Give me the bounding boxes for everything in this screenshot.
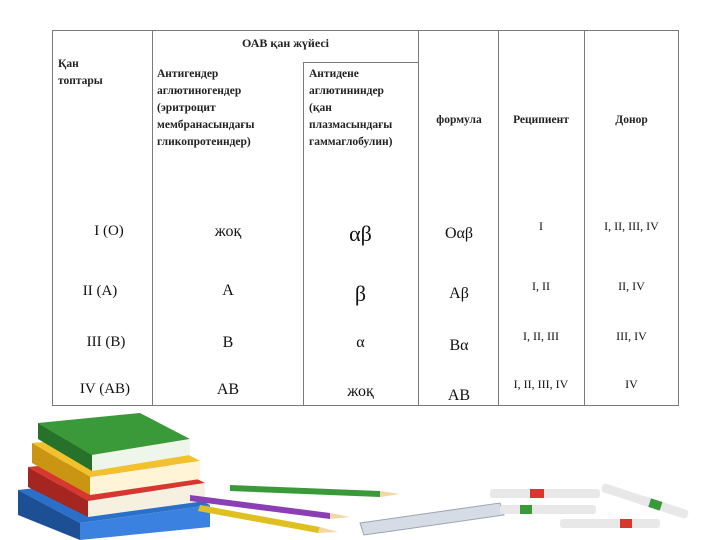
books-pencils-illustration <box>0 405 720 540</box>
table-row-formula: AB <box>447 387 471 404</box>
table-row-antigen: жоқ <box>214 223 242 240</box>
table-row-donor: I, II, III, IV <box>604 218 659 233</box>
table-row-recipient: I, II <box>532 278 550 293</box>
table-row-group: I (O) <box>94 222 124 239</box>
table-row-recipient: I, II, III <box>523 328 559 343</box>
table-row-group: III (B) <box>86 333 126 350</box>
header-antigens: Антигендер аглютиногендер (эритроцит мембранасындағы гликопротеиндер) <box>157 68 255 148</box>
table-row-antibody: β <box>354 281 367 306</box>
table-row-group: II (A) <box>82 282 118 299</box>
table-row-formula: Oαβ <box>444 225 474 242</box>
grid-line <box>303 62 418 63</box>
header-antibodies: Антидене аглютининдер (қан плазмасындағы гаммаглобулин) <box>309 68 393 148</box>
table-row-antibody: жоқ <box>347 383 374 400</box>
table-row-donor: III, IV <box>616 328 647 343</box>
table-row-antigen: AB <box>216 381 240 398</box>
book-stack-icon <box>18 413 210 540</box>
table-row-antigen: B <box>222 334 234 351</box>
table-row-donor: II, IV <box>618 278 645 293</box>
table-row-antibody: α <box>356 334 365 351</box>
header-blood-groups: Қан топтары <box>58 58 103 87</box>
header-formula: формула <box>436 113 482 126</box>
table-title: ОАВ қан жүйесі <box>242 35 329 50</box>
grid-line <box>678 30 679 406</box>
table-row-donor: IV <box>625 376 638 391</box>
table-row-formula: Aβ <box>449 285 469 302</box>
table-row-group: IV (AB) <box>79 380 131 397</box>
grid-line <box>52 30 53 406</box>
ruler-icon <box>360 503 504 535</box>
table-row-antibody: αβ <box>349 221 372 246</box>
table-row-recipient: I, II, III, IV <box>513 376 569 391</box>
header-recipient: Реципиент <box>513 113 569 126</box>
table-row-recipient: I <box>539 218 543 233</box>
table-row-antigen: A <box>222 282 234 299</box>
table-row-formula: Bα <box>449 337 469 354</box>
header-donor: Донор <box>615 113 648 126</box>
pen-icon <box>490 483 689 528</box>
